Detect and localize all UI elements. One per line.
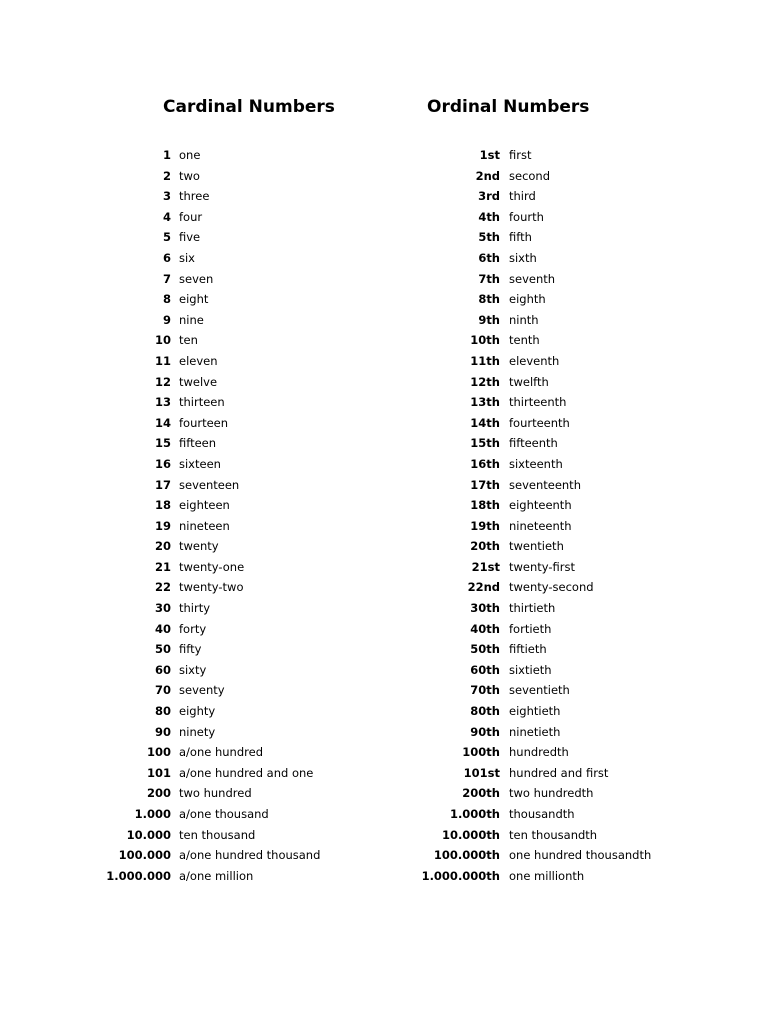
ordinal-number: 17th <box>470 477 500 492</box>
cardinal-number: 7 <box>162 271 171 286</box>
cardinal-word: fourteen <box>179 415 229 430</box>
cardinal-number: 8 <box>162 292 171 307</box>
cardinal-row <box>0 804 400 825</box>
ordinal-word: hundred and first <box>509 765 609 780</box>
cardinal-word: two <box>179 168 200 183</box>
ordinal-row <box>400 516 768 537</box>
ordinal-row <box>400 619 768 640</box>
cardinal-number: 3 <box>162 189 171 204</box>
ordinal-word: first <box>509 148 532 162</box>
ordinal-word: ninth <box>509 312 539 327</box>
ordinal-number: 14th <box>470 415 500 430</box>
cardinal-row <box>0 351 400 372</box>
cardinal-word: a/one million <box>179 868 254 883</box>
cardinal-row <box>0 577 400 598</box>
ordinal-number: 70th <box>470 683 500 698</box>
cardinal-number: 4 <box>162 209 171 224</box>
cardinal-word: eighty <box>179 704 216 719</box>
ordinal-row <box>400 680 768 701</box>
ordinal-word: one millionth <box>509 868 585 883</box>
ordinal-number: 30th <box>470 601 500 616</box>
ordinal-row <box>400 166 768 187</box>
cardinal-number: 9 <box>162 312 171 327</box>
cardinal-word: five <box>179 230 201 245</box>
cardinal-word: six <box>179 250 195 265</box>
cardinal-word: two hundred <box>179 786 252 801</box>
cardinal-word: four <box>179 209 203 224</box>
cardinal-number: 80 <box>154 704 171 719</box>
ordinal-row <box>400 227 768 248</box>
cardinal-row <box>0 392 400 413</box>
cardinal-row <box>0 433 400 454</box>
cardinal-number: 21 <box>154 559 171 574</box>
ordinal-row <box>400 413 768 434</box>
cardinal-row <box>0 330 400 351</box>
ordinal-row <box>400 804 768 825</box>
ordinal-word: fourth <box>509 209 544 224</box>
ordinal-row <box>400 351 768 372</box>
ordinal-row <box>400 536 768 557</box>
cardinal-row <box>0 660 400 681</box>
ordinal-number: 12th <box>470 374 500 389</box>
ordinal-word: hundredth <box>509 745 569 760</box>
cardinal-number: 6 <box>162 250 171 265</box>
cardinal-number: 10.000 <box>126 827 171 842</box>
ordinal-word: eightieth <box>509 704 561 719</box>
ordinal-row <box>400 186 768 207</box>
ordinal-word: seventieth <box>509 683 570 698</box>
cardinal-numbers-heading: Cardinal Numbers <box>163 97 335 117</box>
ordinal-number: 9th <box>478 312 500 327</box>
ordinal-row <box>400 722 768 743</box>
ordinal-row <box>400 701 768 722</box>
ordinal-number: 15th <box>470 436 500 451</box>
cardinal-number: 2 <box>162 168 171 183</box>
cardinal-row <box>0 372 400 393</box>
ordinal-number: 1st <box>479 148 500 162</box>
ordinal-number: 1.000.000th <box>421 868 500 883</box>
ordinal-row <box>400 248 768 269</box>
ordinal-word: twentieth <box>509 539 564 554</box>
ordinal-word: second <box>509 168 551 183</box>
cardinal-word: sixty <box>179 662 207 677</box>
cardinal-row <box>0 866 400 887</box>
ordinal-number: 6th <box>478 250 500 265</box>
ordinal-row <box>400 825 768 846</box>
cardinal-word: forty <box>179 621 207 636</box>
cardinal-number: 90 <box>154 724 171 739</box>
ordinal-word: sixteenth <box>509 456 563 471</box>
cardinal-word: seventeen <box>179 477 240 492</box>
cardinal-row <box>0 186 400 207</box>
ordinal-row <box>400 763 768 784</box>
cardinal-row <box>0 289 400 310</box>
ordinal-row <box>400 660 768 681</box>
cardinal-row <box>0 701 400 722</box>
ordinal-row <box>400 742 768 763</box>
ordinal-word: sixth <box>509 250 537 265</box>
ordinal-row <box>400 557 768 578</box>
ordinal-number: 19th <box>470 518 500 533</box>
ordinal-number: 3rd <box>478 189 500 204</box>
ordinal-word: fifteenth <box>509 436 558 451</box>
ordinal-number: 13th <box>470 395 500 410</box>
ordinal-number: 101st <box>463 765 500 780</box>
ordinal-word: fifth <box>509 230 532 245</box>
cardinal-number: 70 <box>154 683 171 698</box>
ordinal-number: 5th <box>478 230 500 245</box>
ordinal-number: 11th <box>470 353 500 368</box>
ordinal-row <box>400 330 768 351</box>
ordinal-number: 21st <box>471 559 500 574</box>
ordinal-number: 50th <box>470 642 500 657</box>
cardinal-row <box>0 310 400 331</box>
ordinal-row <box>400 845 768 866</box>
ordinal-number: 4th <box>478 209 500 224</box>
ordinal-number: 20th <box>470 539 500 554</box>
cardinal-number: 14 <box>154 415 171 430</box>
ordinal-number: 22nd <box>467 580 500 595</box>
ordinal-row <box>400 207 768 228</box>
cardinal-word: twelve <box>179 374 218 389</box>
ordinal-number: 100th <box>462 745 500 760</box>
ordinal-row <box>400 433 768 454</box>
cardinal-word: a/one thousand <box>179 807 269 821</box>
cardinal-number: 15 <box>154 436 171 451</box>
ordinal-word: eleventh <box>509 353 560 368</box>
ordinal-word: ninetieth <box>509 724 561 739</box>
ordinal-numbers-heading: Ordinal Numbers <box>427 97 590 117</box>
ordinal-row <box>400 866 768 887</box>
ordinal-row <box>400 392 768 413</box>
ordinal-word: fiftieth <box>509 642 547 657</box>
cardinal-row <box>0 145 400 166</box>
cardinal-row <box>0 207 400 228</box>
cardinal-word: nine <box>179 312 204 327</box>
ordinal-numbers-list <box>400 145 768 886</box>
cardinal-row <box>0 742 400 763</box>
ordinal-number: 60th <box>470 662 500 677</box>
ordinal-row <box>400 145 768 166</box>
cardinal-row <box>0 248 400 269</box>
cardinal-row <box>0 557 400 578</box>
ordinal-word: seventh <box>509 271 556 286</box>
cardinal-number: 5 <box>162 230 171 245</box>
ordinal-row <box>400 577 768 598</box>
cardinal-number: 19 <box>154 518 171 533</box>
cardinal-number: 50 <box>154 642 171 657</box>
cardinal-number: 10 <box>154 333 171 348</box>
cardinal-word: fifteen <box>179 436 217 451</box>
cardinal-word: a/one hundred and one <box>179 765 314 780</box>
ordinal-row <box>400 372 768 393</box>
ordinal-number: 2nd <box>475 168 500 183</box>
cardinal-word: a/one hundred <box>179 745 263 760</box>
ordinal-word: fortieth <box>509 621 552 636</box>
cardinal-number: 40 <box>154 621 171 636</box>
cardinal-word: seventy <box>179 683 225 698</box>
cardinal-row <box>0 825 400 846</box>
cardinal-word: sixteen <box>179 456 221 471</box>
ordinal-number: 90th <box>470 724 500 739</box>
ordinal-word: thousandth <box>509 807 575 821</box>
ordinal-row <box>400 269 768 290</box>
cardinal-number: 101 <box>146 765 171 780</box>
ordinal-number: 200th <box>462 786 500 801</box>
ordinal-row <box>400 598 768 619</box>
cardinal-number: 30 <box>154 601 171 616</box>
cardinal-row <box>0 783 400 804</box>
cardinal-word: three <box>179 189 210 204</box>
cardinal-number: 60 <box>154 662 171 677</box>
ordinal-number: 7th <box>478 271 500 286</box>
cardinal-number: 200 <box>146 786 171 801</box>
ordinal-number: 1.000th <box>449 807 500 821</box>
cardinal-word: nineteen <box>179 518 230 533</box>
cardinal-word: one <box>179 148 201 162</box>
cardinal-row <box>0 269 400 290</box>
cardinal-word: fifty <box>179 642 202 657</box>
cardinal-number: 100.000 <box>118 848 171 863</box>
cardinal-number: 13 <box>154 395 171 410</box>
cardinal-row <box>0 166 400 187</box>
cardinal-word: eleven <box>179 353 218 368</box>
cardinal-row <box>0 598 400 619</box>
cardinal-word: eighteen <box>179 498 230 513</box>
ordinal-word: twenty-first <box>509 559 576 574</box>
ordinal-word: fourteenth <box>509 415 570 430</box>
cardinal-word: twenty-one <box>179 559 245 574</box>
ordinal-word: tenth <box>509 333 540 348</box>
ordinal-word: sixtieth <box>509 662 552 677</box>
cardinal-row <box>0 845 400 866</box>
cardinal-word: eight <box>179 292 209 307</box>
cardinal-row <box>0 763 400 784</box>
cardinal-number: 17 <box>154 477 171 492</box>
ordinal-word: thirteenth <box>509 395 567 410</box>
ordinal-row <box>400 454 768 475</box>
ordinal-number: 10.000th <box>441 827 500 842</box>
cardinal-word: ten thousand <box>179 827 256 842</box>
cardinal-number: 22 <box>154 580 171 595</box>
ordinal-word: third <box>509 189 536 204</box>
cardinal-numbers-list <box>0 145 400 886</box>
cardinal-row <box>0 619 400 640</box>
cardinal-number: 20 <box>154 539 171 554</box>
ordinal-number: 18th <box>470 498 500 513</box>
cardinal-number: 12 <box>154 374 171 389</box>
ordinal-word: ten thousandth <box>509 827 598 842</box>
cardinal-row <box>0 680 400 701</box>
ordinal-word: nineteenth <box>509 518 572 533</box>
ordinal-word: one hundred thousandth <box>509 848 652 863</box>
cardinal-row <box>0 639 400 660</box>
ordinal-row <box>400 289 768 310</box>
ordinal-word: seventeenth <box>509 477 581 492</box>
ordinal-number: 100.000th <box>433 848 500 863</box>
ordinal-word: thirtieth <box>509 601 556 616</box>
cardinal-number: 16 <box>154 456 171 471</box>
cardinal-number: 1.000.000 <box>106 868 171 883</box>
cardinal-row <box>0 516 400 537</box>
cardinal-word: seven <box>179 271 214 286</box>
ordinal-word: two hundredth <box>509 786 594 801</box>
ordinal-number: 40th <box>470 621 500 636</box>
cardinal-word: ninety <box>179 724 216 739</box>
cardinal-row <box>0 454 400 475</box>
cardinal-word: ten <box>179 333 198 348</box>
ordinal-number: 16th <box>470 456 500 471</box>
cardinal-number: 18 <box>154 498 171 513</box>
ordinal-number: 8th <box>478 292 500 307</box>
cardinal-number: 1 <box>162 148 171 162</box>
ordinal-row <box>400 310 768 331</box>
ordinal-word: twenty-second <box>509 580 594 595</box>
ordinal-word: eighteenth <box>509 498 572 513</box>
cardinal-word: thirty <box>179 601 211 616</box>
ordinal-row <box>400 639 768 660</box>
cardinal-row <box>0 227 400 248</box>
cardinal-row <box>0 495 400 516</box>
ordinal-word: twelfth <box>509 374 549 389</box>
ordinal-number: 80th <box>470 704 500 719</box>
cardinal-row <box>0 722 400 743</box>
cardinal-number: 100 <box>146 745 171 760</box>
cardinal-number: 1.000 <box>134 807 171 821</box>
cardinal-row <box>0 475 400 496</box>
ordinal-row <box>400 475 768 496</box>
cardinal-word: thirteen <box>179 395 225 410</box>
ordinal-word: eighth <box>509 292 546 307</box>
cardinal-word: twenty <box>179 539 219 554</box>
ordinal-number: 10th <box>470 333 500 348</box>
cardinal-word: a/one hundred thousand <box>179 848 321 863</box>
ordinal-row <box>400 495 768 516</box>
cardinal-number: 11 <box>154 353 171 368</box>
cardinal-word: twenty-two <box>179 580 244 595</box>
cardinal-row <box>0 536 400 557</box>
cardinal-row <box>0 413 400 434</box>
ordinal-row <box>400 783 768 804</box>
